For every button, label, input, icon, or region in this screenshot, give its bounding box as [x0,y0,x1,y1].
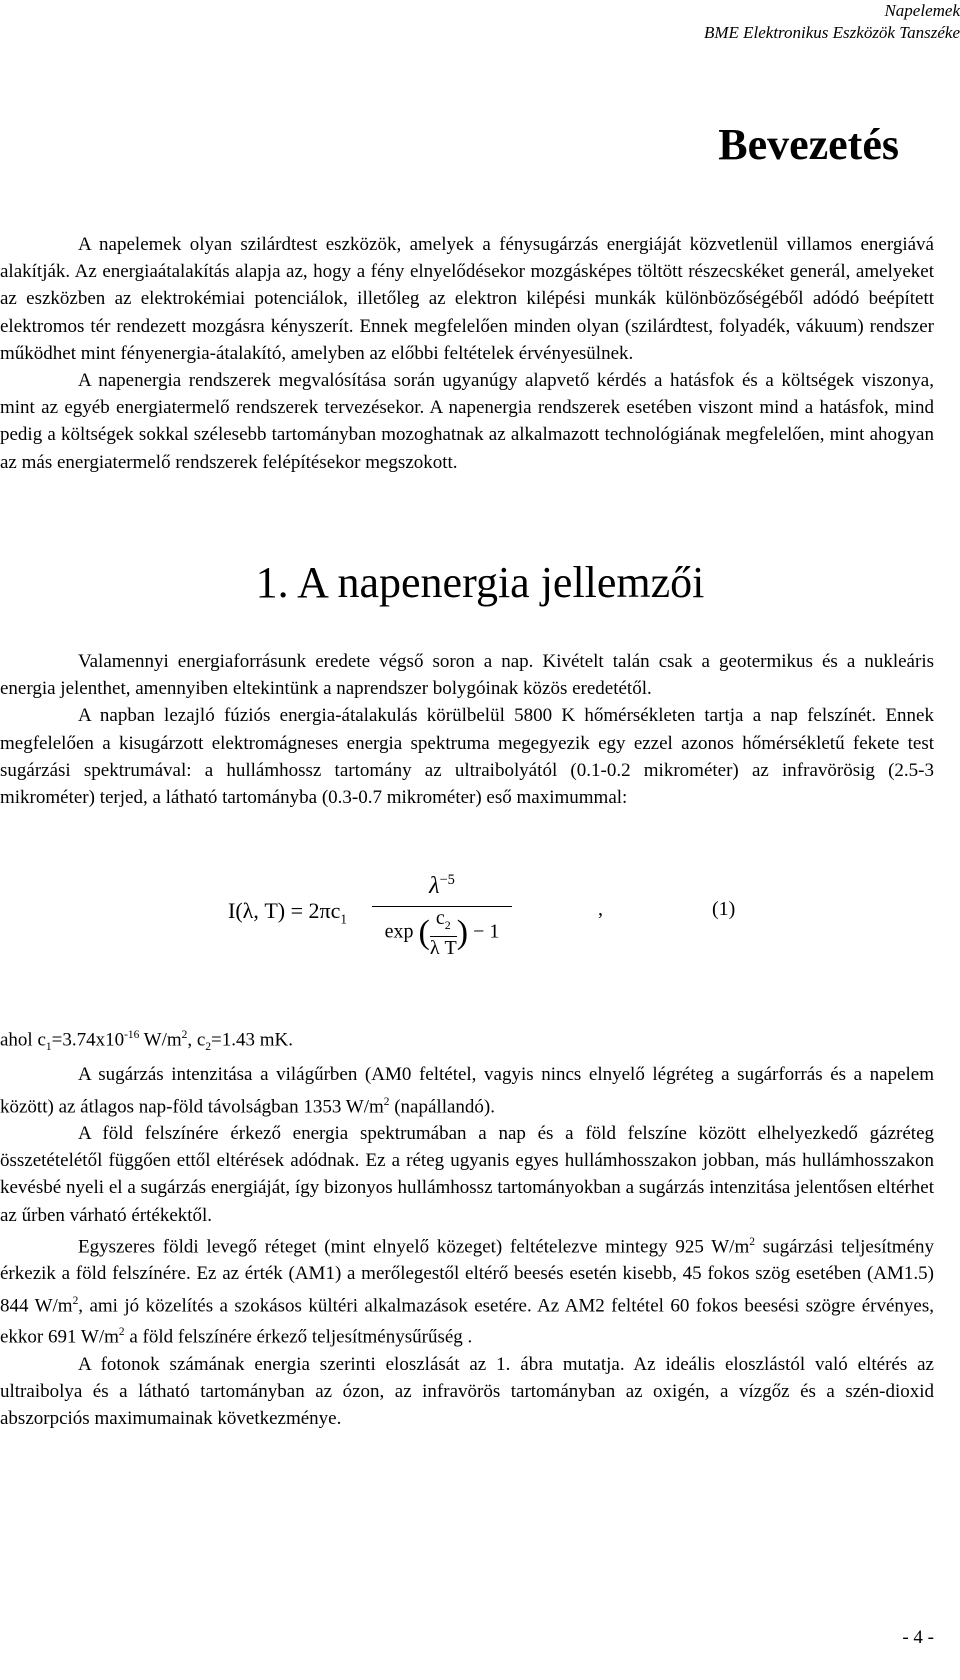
am1-exp-3: 2 [118,1326,125,1339]
am1-text-d: a föld felszínére érkező teljesítménysűrűség . [124,1326,473,1348]
am1-text-c: , ami jó közelítés a szokásos kültéri alkalmazások esetére. Az AM2 feltétel 60 fokos beesési szögre érvényes, ekkor 691 W/m [0,1294,934,1348]
paragraph-spectrum: A föld felszínére érkező energia spektrumában a nap és a föld felszíne között elhelyezkedő gázréteg összetételétől függően ettől eltérések adódnak. Ez a réteg ugyanis egyes hullámhosszakon jobban, más hullámhosszakon kevésbé nyeli el a sugárzás energiáját, így bizonyos hullámhossz tartományokban a sugárzás intenzitása jelentősen eltérhet az űrben várható értékektől. [0,1123,934,1226]
equation-lhs [228,898,347,927]
c1-exp: -16 [124,1029,140,1041]
constants-line [0,1022,934,1061]
section-1-paragraph-2: A napban lezajló fúziós energia-átalakulás körülbelül 5800 K hőmérsékleten tartja a nap felszínét. Ennek megfelelően a kisugárzott elektromágneses energia spektruma megegyezik egy ezzel azonos hőmérsékletű fekete test sugárzási spektrumával: a hullámhossz tartomány az ultraibolyától (0.1-0.2 mikrométer) az infravörösig (2.5-3 mikrométer) terjed, a látható tartományba (0.3-0.7 mikrométer) eső maximummal: [0,705,934,809]
constants-prefix: ahol c [0,1029,46,1051]
c2-sub: 2 [205,1041,212,1054]
paragraph-am0 [0,1061,934,1120]
paragraph-am1 [0,1229,934,1351]
c1-sub: 1 [45,1041,52,1054]
section-1-body [0,648,934,811]
inner-denominator: λ T [429,937,457,959]
running-header [360,0,960,44]
header-title: Napelemek [884,1,960,20]
am0-exp: 2 [383,1095,390,1108]
exp-label: exp [384,920,414,943]
minus-one: − 1 [473,920,500,943]
section-1-paragraph-1: Valamennyi energiaforrásunk eredete végső soron a nap. Kivételt talán csak a geotermikus és a nukleáris energia jelenthet, amennyiben eltekintünk a naprendszer bolygóinak közös eredetétől. [0,651,934,700]
intro-paragraph-2: A napenergia rendszerek megvalósítása során ugyanúgy alapvető kérdés a hatásfok és a költségek viszonya, mint az egyéb energiatermelő rendszerek tervezésekor. A napenergia rendszerek esetében viszont mind a hatásfok, mind pedig a költségek sokkal szélesebb tartományban mozoghatnak az alkalmazott technológiának megfelelően, mint ahogyan az más energiatermelő rendszerek felépítésekor megszokott. [0,370,934,473]
equation-lhs-text: I(λ, T) = 2πc [228,898,341,923]
am1-text-a: Egyszeres földi levegő réteget (mint elnyelő közeget) feltételezve mintegy 925 W/m [78,1236,750,1258]
inner-fraction [430,907,457,959]
section-1-continued [0,1022,934,1432]
equation-number: (1) [712,898,736,920]
c1-value: =3.74x10 [51,1029,125,1051]
c2-value: =1.43 mK. [211,1029,293,1051]
equation-lhs-sub: 1 [340,911,347,927]
equation-numerator [372,860,512,906]
planck-equation [0,860,934,1000]
page-number: - 4 - [902,1627,934,1648]
inner-numerator [430,907,457,936]
c1-unit: W/m [139,1029,182,1051]
am0-text: A sugárzás intenzitása a világűrben (AM0 feltétel, vagyis nincs elnyelő légréteg a sugárforrás és a napelem között) az átlagos nap-föld távolságban 1353 W/m [0,1064,934,1117]
inner-num-sub: 2 [444,918,451,932]
inner-num-text: c [435,907,445,929]
chapter-title: Bevezetés [718,120,899,169]
equation-denominator [372,907,512,959]
am1-exp-1: 2 [749,1235,755,1248]
section-title: 1. A napenergia jellemzői [255,558,705,607]
paragraph-photons: A fotonok számának energia szerinti eloszlását az 1. ábra mutatja. Az ideális eloszlástól való eltérés az ultraibolya és a látható tartományban az ózon, az infravörös tartományban az oxigén, a vízgőz és a szén-dioxid abszorpciós maximumainak következménye. [0,1353,934,1430]
lambda-exponent: −5 [439,872,455,888]
c1-unit-exp: 2 [181,1029,188,1041]
equation-fraction [372,860,512,959]
constants-sep: , c [187,1029,206,1051]
left-paren: ( [418,914,430,951]
am1-text-b: sugárzási teljesítmény érkezik a föld felszínére. Ez az érték (AM1) a merőlegestől eltérő beesés esetén kisebb, 45 fokos szög esetében (AM1.5) 844 W/m [0,1236,935,1316]
am1-exp-2: 2 [72,1294,79,1307]
intro-section [0,231,934,476]
am0-text-end: (napállandó). [389,1095,495,1117]
equation-comma: , [598,898,603,920]
lambda-symbol: λ [429,873,440,899]
header-department: BME Elektronikus Eszközök Tanszéke [703,23,960,42]
right-paren: ) [456,914,469,951]
intro-paragraph-1: A napelemek olyan szilárdtest eszközök, amelyek a fénysugárzás energiáját közvetlenül villamos energiává alakítják. Az energiaátalakítás alapja az, hogy a fény elnyelődésekor mozgásképes töltött részecskéket generál, amelyeket az eszközben az elektrokémiai potenciálok, illetőleg az elektron kilépési munkák különbözőségéből adódó beépített elektromos tér rendezett mozgásra kényszerít. Ennek megfelelően minden olyan (szilárdtest, folyadék, vákuum) rendszer működhet mint fényenergia-átalakító, amelyben az előbbi feltételek érvényesülnek. [0,234,934,364]
